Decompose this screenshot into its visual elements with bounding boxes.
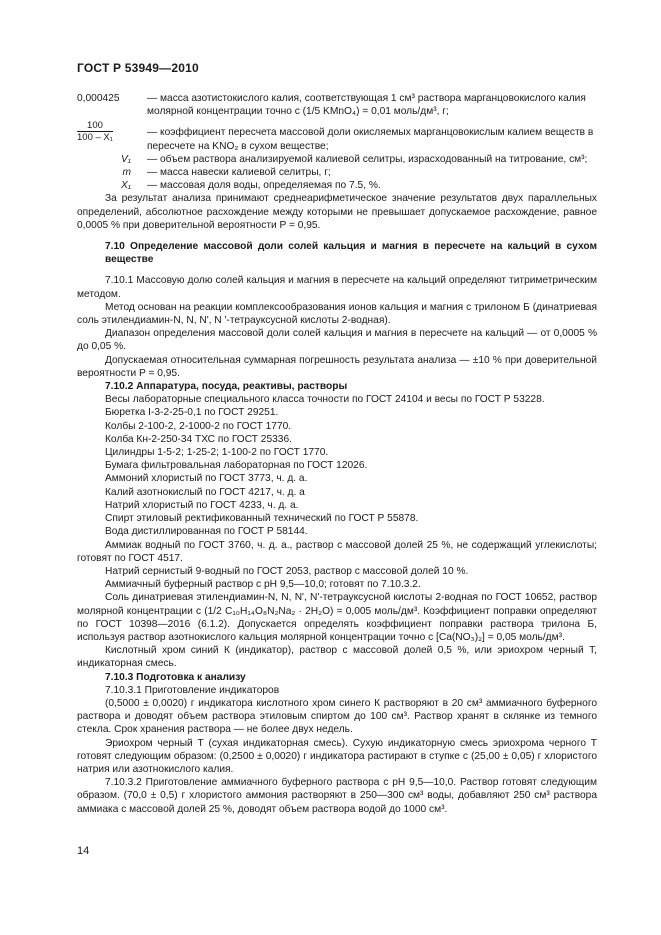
paragraph: Аммиачный буферный раствор с рН 9,5—10,0; готовят по 7.10.3.2. bbox=[105, 579, 421, 591]
definition-row bbox=[77, 179, 597, 192]
definition-row bbox=[77, 166, 597, 179]
paragraph: 7.10.1 Массовую долю солей кальция и магния в пересчете на кальций определяют титриметрическим методом. bbox=[77, 275, 597, 300]
definition-text: — объем раствора анализируемой калиевой селитры, израсходованный на титрование, см³; bbox=[147, 153, 588, 165]
document-header: ГОСТ Р 53949—2010 bbox=[77, 61, 199, 75]
paragraph: Колбы 2-100-2, 2-1000-2 по ГОСТ 1770. bbox=[105, 420, 292, 432]
fraction-denominator: 100 – X₁ bbox=[77, 132, 113, 144]
paragraph: Метод основан на реакции комплексообразования ионов кальция и магния с трилоном Б (динатриевая соль этилендиамин-N, N, N', N '-тетрауксусной кислоты 2-водная). bbox=[77, 301, 597, 327]
fraction-numerator: 100 bbox=[77, 120, 113, 132]
definition-row bbox=[77, 153, 597, 166]
definition-text: — масса азотистокислого калия, соответствующая 1 см³ раствора марганцовокислого калия молярной концентрации точно c (1/5 KMnO₄) = 0,01 моль/дм³, г; bbox=[147, 93, 586, 118]
definition-symbol bbox=[77, 120, 147, 143]
paragraph: Колба Кн-2-250-34 ТХС по ГОСТ 25336. bbox=[105, 433, 292, 445]
definition-text: — коэффициент пересчета массовой доли окисляемых марганцовокислым калием веществ в пересчете на KNO₂ в сухом веществе; bbox=[147, 127, 594, 152]
paragraph: За результат анализа принимают среднеарифметическое значение результатов двух параллельных определений, абсолютное расхождение между которыми не превышает допускаемое расхождение, равное 0,0005 % при доверительной вероятности P = 0,95. bbox=[77, 193, 597, 231]
page-number: 14 bbox=[77, 845, 90, 857]
definition-row bbox=[77, 92, 597, 118]
paragraph: Кислотный хром синий К (индикатор), раствор с массовой долей 0,5 %, или эриохром черный Т, индикаторная смесь. bbox=[77, 645, 597, 670]
paragraph: Натрий сернистый 9-водный по ГОСТ 2053, раствор с массовой долей 10 %. bbox=[105, 565, 469, 577]
fraction bbox=[77, 120, 113, 143]
paragraph: Соль динатриевая этилендиамин-N, N, N', N'-тетрауксусной кислоты 2-водная по ГОСТ 10652, раствор молярной концентрации c (1/2 C₁₀H₁₄O₈N₂Na₂ · 2H₂O) = 0,005 моль/дм³. Коэффициент поправки определяют по ГОСТ 10398—2016 (6.1.2). Допускается определять коэффициент поправки раствора трилона Б, используя раствор азотнокислого кальция молярной концентрации точно c [Ca(NO₃)₂] = 0,05 моль/дм³. bbox=[77, 592, 597, 643]
definition-row bbox=[77, 120, 597, 152]
section-heading: 7.10 Определение массовой доли солей кальция и магния в пересчете на кальций в сухом веществе bbox=[105, 241, 597, 266]
definition-symbol: V₁ bbox=[120, 153, 131, 165]
paragraph: 7.10.3.1 Приготовление индикаторов bbox=[105, 684, 280, 696]
paragraph-list bbox=[77, 192, 597, 815]
paragraph: (0,5000 ± 0,0020) г индикатора кислотного хром синего К растворяют в 20 см³ аммиачного буферного раствора и доводят объем раствора этиловым спиртом до 100 см³. Раствор хранят в склянке из темного стекла. Срок хранения раствора — не более двух недель. bbox=[77, 697, 597, 736]
paragraph: Аммиак водный по ГОСТ 3760, ч. д. а., раствор с массовой долей 25 %, не содержащий углекислоты; готовят по ГОСТ 4517. bbox=[77, 539, 597, 564]
subsection-heading: 7.10.2 Аппаратура, посуда, реактивы, растворы bbox=[105, 381, 348, 393]
definition-text: — масса навески калиевой селитры, г; bbox=[147, 167, 331, 179]
definition-symbol: 0,000425 bbox=[77, 93, 120, 104]
definition-symbol: X₁ bbox=[120, 180, 131, 192]
paragraph: Натрий хлористый по ГОСТ 4233, ч. д. а. bbox=[105, 499, 299, 511]
paragraph: Спирт этиловый ректификованный технический по ГОСТ Р 55878. bbox=[105, 513, 419, 525]
paragraph: Бюретка I-3-2-25-0,1 по ГОСТ 29251. bbox=[105, 407, 279, 419]
paragraph: 7.10.3.2 Приготовление аммиачного буферного раствора с рН 9,5—10,0. Раствор готовят следующим образом. (70,0 ± 0,5) г хлористого аммония растворяют в 250—300 см³ воды, добавляют 250 см³ раствора аммиака с массовой долей 25 %, доводят объем раствора водой до 1000 см³. bbox=[77, 777, 597, 815]
paragraph: Цилиндры 1-5-2; 1-25-2; 1-100-2 по ГОСТ 1770. bbox=[105, 447, 329, 459]
paragraph: Бумага фильтровальная лабораторная по ГОСТ 12026. bbox=[105, 460, 368, 472]
paragraph: Эриохром черный Т (сухая индикаторная смесь). Сухую индикаторную смесь эриохрома черного Т готовят следующим образом: (0,2500 ± 0,0020) г индикатора растирают в ступке с (25,00 ± 0,05) г хлористого натрия или азотнокислого калия. bbox=[77, 737, 597, 775]
paragraph: Калий азотнокислый по ГОСТ 4217, ч. д. а bbox=[105, 486, 305, 498]
definition-symbol: m bbox=[122, 167, 131, 179]
subsection-heading: 7.10.3 Подготовка к анализу bbox=[105, 671, 246, 683]
paragraph: Весы лабораторные специального класса точности по ГОСТ 24104 и весы по ГОСТ Р 53228. bbox=[105, 394, 545, 406]
definition-text: — массовая доля воды, определяемая по 7.5, %. bbox=[147, 180, 381, 192]
document-body bbox=[77, 92, 597, 816]
paragraph: Допускаемая относительная суммарная погрешность результата анализа — ±10 % при доверительной вероятности P = 0,95. bbox=[77, 354, 597, 379]
paragraph: Диапазон определения массовой доли солей кальция и магния в пересчете на кальций — от 0,0005 % до 0,05 %. bbox=[77, 328, 597, 353]
paragraph: Вода дистиллированная по ГОСТ Р 58144. bbox=[105, 526, 308, 538]
paragraph: Аммоний хлористый по ГОСТ 3773, ч. д. а. bbox=[105, 473, 308, 485]
